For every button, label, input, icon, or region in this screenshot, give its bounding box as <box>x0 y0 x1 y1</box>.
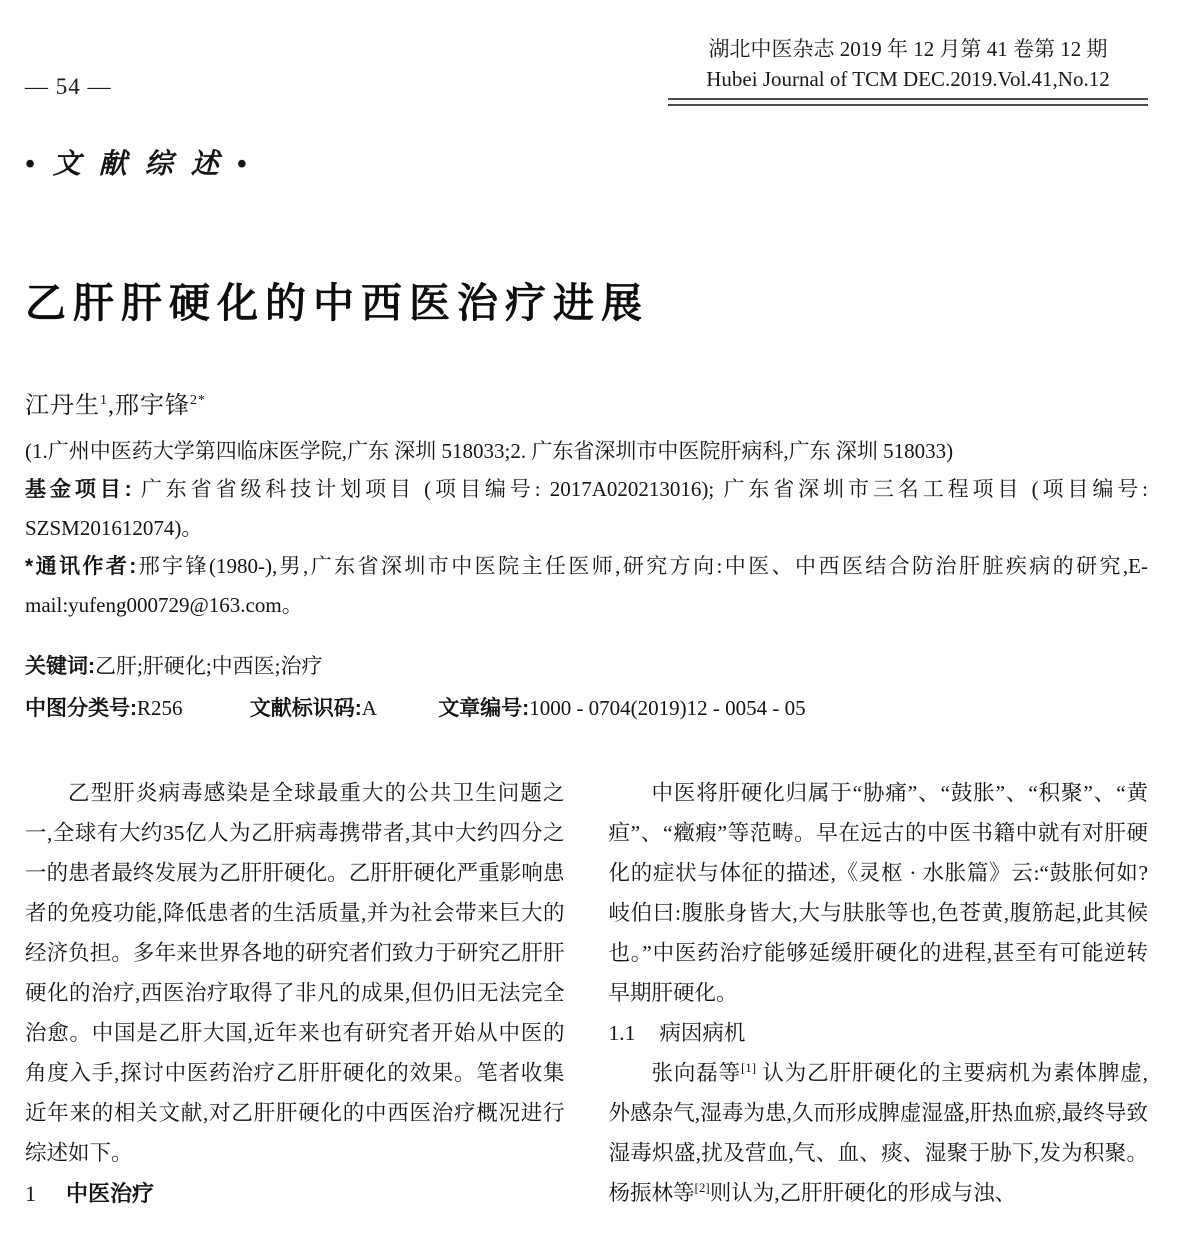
corresponding-line <box>25 547 1148 624</box>
masthead <box>25 0 1148 112</box>
document-code: 文献标识码:A <box>249 696 377 720</box>
fund-label: 基金项目: <box>25 478 132 501</box>
corresponding-label: *通讯作者: <box>25 555 137 578</box>
keywords-text: 乙肝;肝硬化;中西医;治疗 <box>95 654 323 678</box>
fund-line <box>25 470 1148 547</box>
right-column <box>609 773 1149 1214</box>
left-column <box>25 773 565 1214</box>
article-title: 乙肝肝硬化的中西医治疗进展 <box>25 280 649 326</box>
intro-paragraph: 乙型肝炎病毒感染是全球最重大的公共卫生问题之一,全球有大约35亿人为乙肝病毒携带者,其中大约四分之一的患者最终发展为乙肝肝硬化。乙肝肝硬化严重影响患者的免疫功能,降低患者的生活质量,并为社会带来巨大的经济负担。多年来世界各地的研究者们致力于研究乙肝肝硬化的治疗,西医治疗取得了非凡的成果,但仍旧无法完全治愈。中国是乙肝大国,近年来也有研究者开始从中医的角度入手,探讨中医药治疗乙肝肝硬化的效果。笔者收集近年来的相关文献,对乙肝肝硬化的中西医治疗概况进行综述如下。 <box>25 781 565 1165</box>
fund-text: 广东省省级科技计划项目 (项目编号: 2017A020213016); 广东省深圳市三名工程项目 (项目编号: SZSM201612074)。 <box>25 477 1148 540</box>
header-double-rule <box>668 98 1148 106</box>
journal-header <box>668 34 1148 106</box>
affiliation-line: (1.广州中医药大学第四临床医学院,广东 深圳 518033;2. 广东省深圳市中医院肝病科,广东 深圳 518033) <box>25 439 954 463</box>
heading-1-tcm-treatment: 1 中医治疗 <box>25 1181 155 1206</box>
etiology-paragraph: 张向磊等[1] 认为乙肝肝硬化的主要病机为素体脾虚,外感杂气,湿毒为患,久而形成脾虚湿盛,肝热血瘀,最终导致湿毒炽盛,扰及营血,气、血、痰、湿聚于胁下,发为积聚。杨振林等[2]则认为,乙肝肝硬化的形成与浊、 <box>608 1059 1148 1205</box>
journal-title-cn: 湖北中医杂志 2019 年 12 月第 41 卷第 12 期 <box>708 37 1108 61</box>
section-marker: •文献综述• <box>25 149 265 180</box>
keywords-line <box>25 648 1148 685</box>
article-id: 文章编号:1000 - 0704(2019)12 - 0054 - 05 <box>438 696 806 720</box>
clc-number: 中图分类号:R256 <box>25 696 183 720</box>
body-columns <box>25 773 1148 1214</box>
classification-line <box>25 690 1148 727</box>
tcm-overview-paragraph: 中医将肝硬化归属于“胁痛”、“鼓胀”、“积聚”、“黄疸”、“癥瘕”等范畴。早在远古的中医书籍中就有对肝硬化的症状与体征的描述,《灵枢 · 水胀篇》云:“鼓胀何如? 岐伯曰:腹胀身皆大,大与肤胀等也,色苍黄,腹筋起,此其候也。”中医药治疗能够延缓肝硬化的进程,甚至有可能逆转早期肝硬化。 <box>608 781 1148 1005</box>
heading-1-1-etiology: 1.1 病因病机 <box>608 1021 746 1045</box>
keywords-label: 关键词: <box>25 655 95 678</box>
corresponding-text: 邢宇锋(1980-),男,广东省深圳市中医院主任医师,研究方向:中医、中西医结合防治肝脏疾病的研究,E-mail:yufeng000729@163.com。 <box>25 554 1148 617</box>
meta-block <box>25 432 1148 624</box>
author-line: 江丹生$^1$,邢宇锋$^{2*}$ <box>25 393 206 419</box>
journal-title-en: Hubei Journal of TCM DEC.2019.Vol.41,No.12 <box>706 67 1110 91</box>
page-number: — 54 — <box>25 74 112 99</box>
